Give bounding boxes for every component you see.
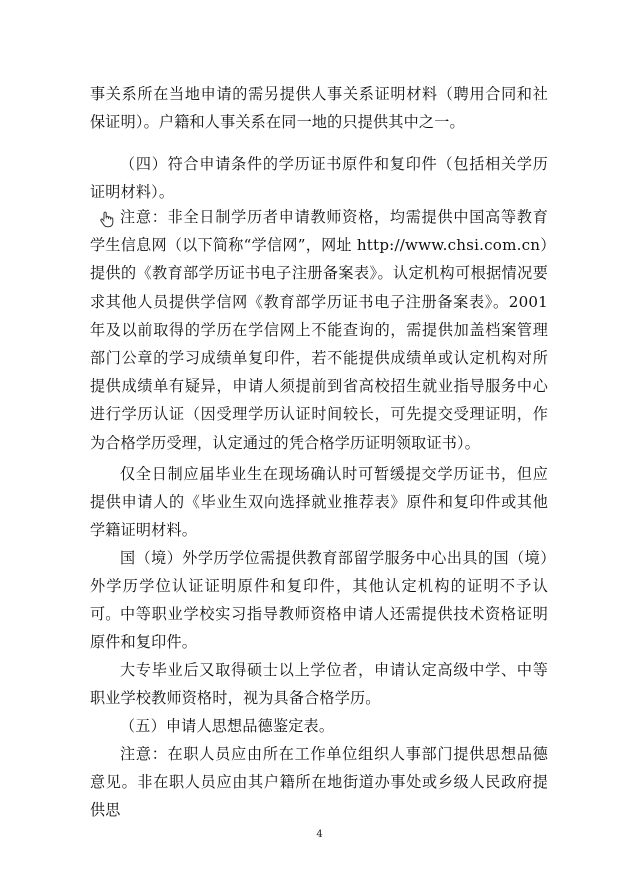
paragraph-junior-college-master: 大专毕业后又取得硕士以上学位者，申请认定高级中学、中等职业学校教师资格时，视为具备合格学历。 bbox=[90, 661, 548, 708]
paragraph-item-four-diploma: （四）符合申请条件的学历证书原件和复印件（包括相关学历证明材料）。 bbox=[90, 155, 548, 202]
paragraph-note-moral-appraisal: 注意：在职人员应由所在工作单位组织人事部门提供思想品德意见。非在职人员应由其户籍所在地街道办事处或乡级人民政府提供思 bbox=[90, 745, 548, 820]
paragraph-household-personnel-relation: 事关系所在当地申请的需另提供人事关系证明材料（聘用合同和社保证明）。户籍和人事关系在同一地的只提供其中之一。 bbox=[90, 85, 548, 132]
paragraph-vocational-instructor: 中等职业学校实习指导教师资格申请人还需提供技术资格证明原件和复印件。 bbox=[90, 605, 548, 652]
paragraph-overseas-degree: 国（境）外学历学位需提供教育部留学服务中心出具的国（境）外学历学位认证证明原件和复印件，其他认定机构的证明不予认可。 bbox=[90, 549, 548, 624]
paragraph-fulltime-graduates: 仅全日制应届毕业生在现场确认时可暂缓提交学历证书，但应提供申请人的《毕业生双向选择就业推荐表》原件和复印件或其他学籍证明材料。 bbox=[90, 465, 548, 540]
page-number: 4 bbox=[316, 829, 323, 840]
paragraph-item-five-moral-appraisal: （五）申请人思想品德鉴定表。 bbox=[120, 717, 335, 735]
paragraph-note-non-fulltime-degree: 注意：非全日制学历者申请教师资格，均需提供中国高等教育学生信息网（以下简称“学信网”，网址 http://www.chsi.com.cn）提供的《教育部学历证书电子注册备案表》。认定机构可根据情况要求其他人员提供学信网《教育部学历证书电子注册备案表》。2001 年及以前取得的学历在学信网上不能查询的，需提供加盖档案管理部门公章的学习成绩单复印件，若不能提供成绩单或认定机构对所提供成绩单有疑异，申请人须提前到省高校招生就业指导服务中心进行学历认证（因受理学历认证时间较长，可先提交受理证明，作为合格学历受理，认定通过的凭合格学历证明领取证书）。 bbox=[90, 208, 548, 452]
